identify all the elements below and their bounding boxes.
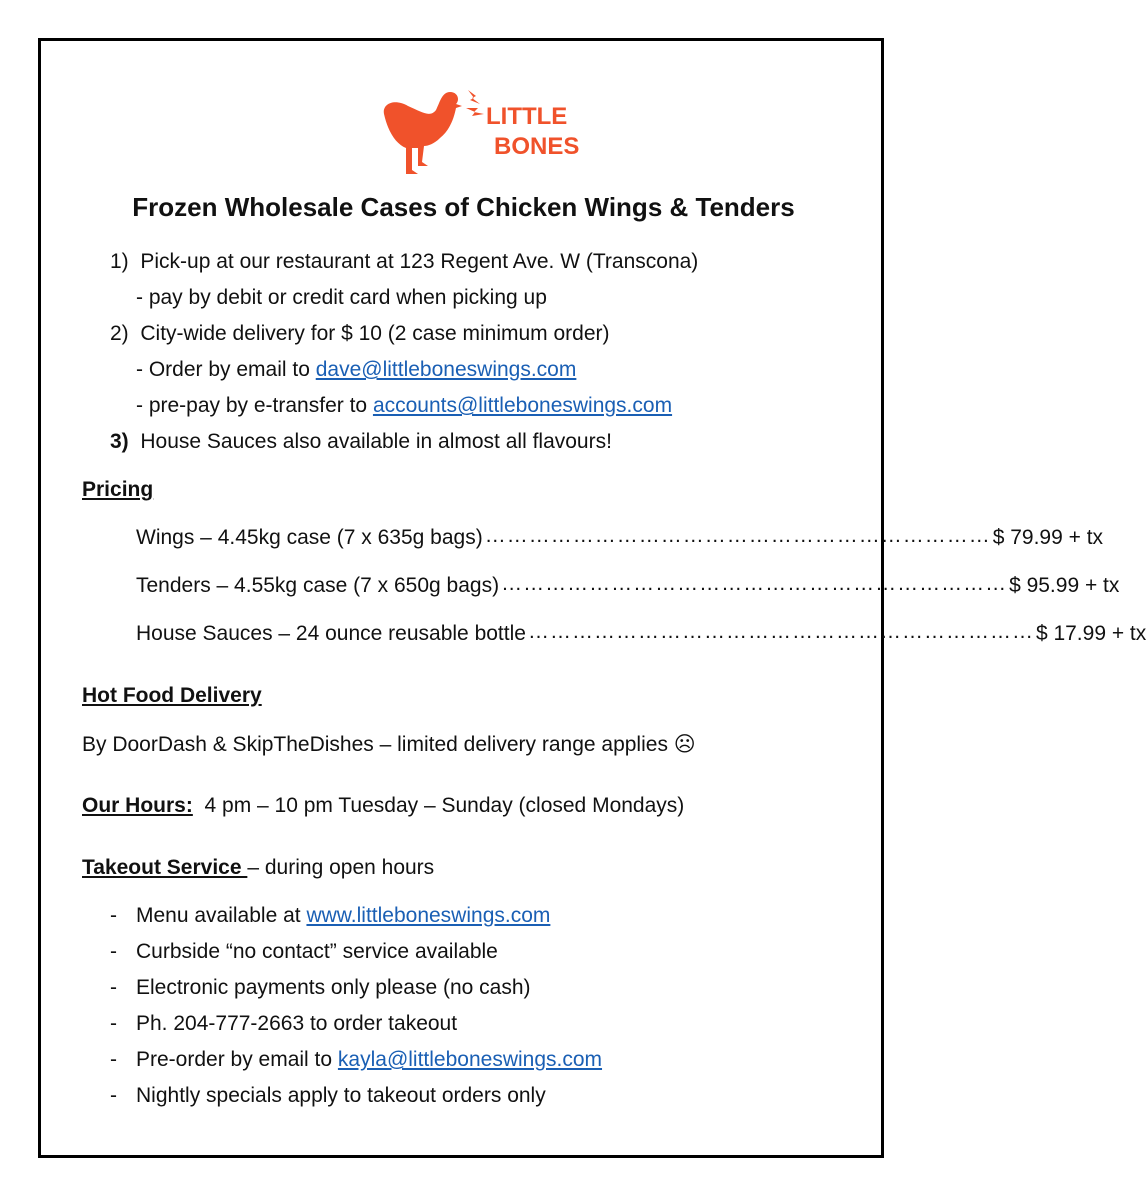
takeout-item-curbside: Curbside “no contact” service available — [136, 940, 498, 963]
option-1-number: 1) — [110, 250, 129, 273]
hen-icon — [384, 90, 484, 174]
option-1-sub: - pay by debit or credit card when picking up — [136, 286, 547, 309]
option-3-number: 3) — [110, 430, 129, 453]
price-item: Wings – 4.45kg case (7 x 635g bags) — [136, 526, 483, 549]
option-3-text: House Sauces also available in almost all flavours! — [140, 430, 612, 453]
hours-line — [82, 794, 684, 818]
option-3 — [110, 430, 612, 454]
takeout-item-phone: Ph. 204-777-2663 to order takeout — [136, 1012, 458, 1035]
option-2-text: City-wide delivery for $ 10 (2 case minimum order) — [140, 322, 610, 345]
little-bones-logo — [378, 84, 580, 180]
bullet-dash: - — [110, 1012, 117, 1035]
option-2-sub-order — [136, 358, 576, 382]
option-1 — [110, 250, 698, 274]
option-2-sub-prepay — [136, 394, 672, 418]
logo-line1: LITTLE — [486, 103, 568, 130]
price-value: $ 17.99 + tx — [1035, 622, 1146, 645]
website-link[interactable]: www.littleboneswings.com — [306, 904, 551, 927]
bullet-dash: - — [110, 940, 117, 963]
menu-label: Menu available at — [136, 904, 307, 927]
takeout-item-specials: Nightly specials apply to takeout orders only — [136, 1084, 546, 1107]
bullet-dash: - — [110, 976, 117, 999]
accounts-email-link[interactable]: accounts@littleboneswings.com — [372, 394, 673, 417]
etransfer-label: - pre-pay by e-transfer to — [136, 394, 373, 417]
delivery-services-text: By DoorDash & SkipTheDishes – limited delivery range applies — [82, 733, 668, 756]
hours-text: 4 pm – 10 pm Tuesday – Sunday (closed Mondays) — [204, 794, 685, 817]
leader-dots: …………………………………………………………… — [527, 620, 1034, 643]
bullet-dash: - — [110, 904, 117, 927]
price-row-wings — [136, 524, 1104, 550]
takeout-suffix: – during open hours — [247, 856, 435, 879]
bullet-dash: - — [110, 1084, 117, 1107]
leader-dots: …………………………………………………………… — [501, 572, 1008, 595]
takeout-line — [82, 856, 434, 880]
page-title: Frozen Wholesale Cases of Chicken Wings & Tenders — [132, 192, 795, 222]
takeout-heading: Takeout Service — [82, 856, 248, 879]
price-row-sauces — [136, 620, 1146, 646]
logo-line2: BONES — [494, 133, 580, 160]
price-value: $ 95.99 + tx — [1009, 574, 1120, 597]
takeout-item-preorder — [136, 1048, 602, 1072]
price-row-tenders — [136, 572, 1120, 598]
takeout-item-payments: Electronic payments only please (no cash) — [136, 976, 531, 999]
sad-face-icon: ☹ — [673, 733, 696, 756]
price-item: Tenders – 4.55kg case (7 x 650g bags) — [136, 574, 500, 597]
bullet-dash: - — [110, 1048, 117, 1071]
kayla-email-link[interactable]: kayla@littleboneswings.com — [337, 1048, 603, 1071]
preorder-label: Pre-order by email to — [136, 1048, 338, 1071]
order-email-link[interactable]: dave@littleboneswings.com — [315, 358, 577, 381]
option-2-number: 2) — [110, 322, 129, 345]
leader-dots: …………………………………………………………… — [484, 524, 991, 547]
hot-food-text — [82, 732, 696, 757]
option-2 — [110, 322, 610, 346]
pricing-heading: Pricing — [82, 478, 154, 501]
price-item: House Sauces – 24 ounce reusable bottle — [136, 622, 526, 645]
order-email-label: - Order by email to — [136, 358, 316, 381]
takeout-item-menu — [136, 904, 550, 928]
price-value: $ 79.99 + tx — [992, 526, 1104, 549]
hours-heading: Our Hours: — [82, 794, 193, 817]
hot-food-heading: Hot Food Delivery — [82, 684, 262, 707]
option-1-text: Pick-up at our restaurant at 123 Regent Ave. W (Transcona) — [140, 250, 699, 273]
